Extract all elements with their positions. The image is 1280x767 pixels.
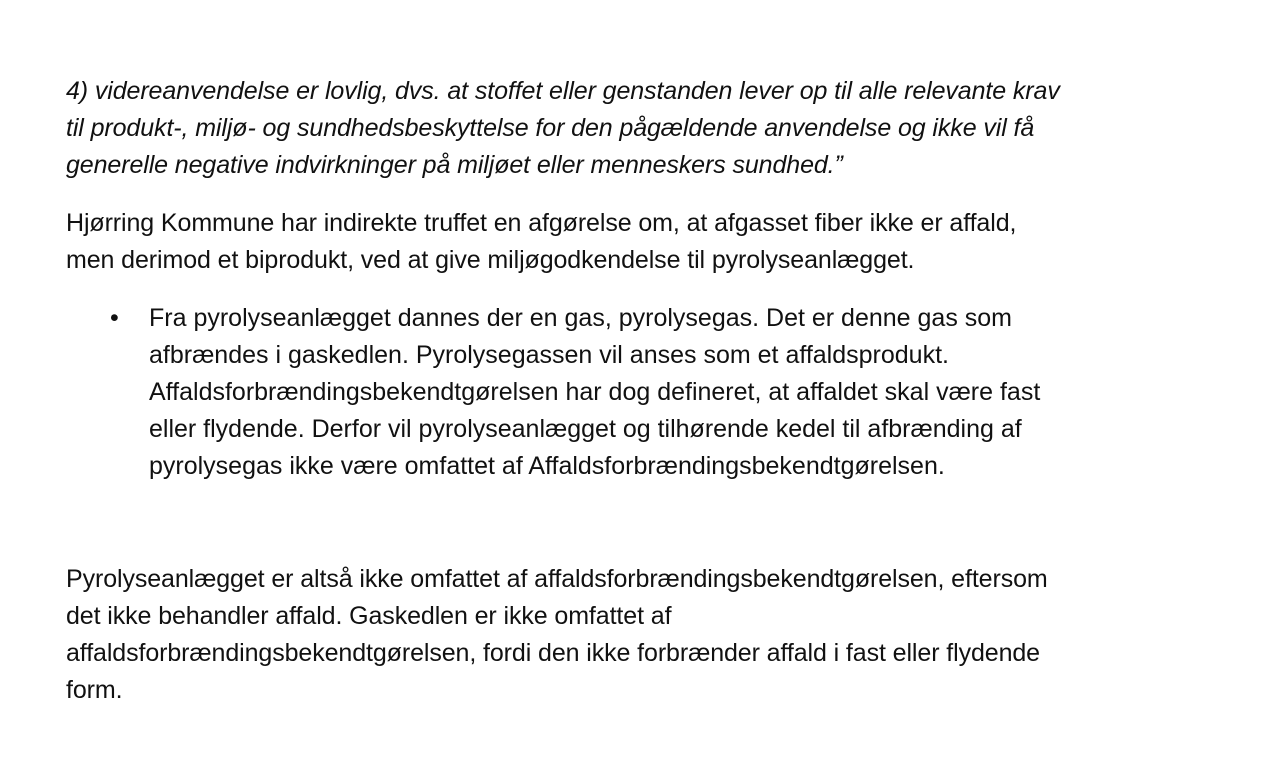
quote-line: 4) videreanvendelse er lovlig, dvs. at stoffet eller genstanden lever op til alle relevante krav: [66, 77, 1060, 105]
paragraph-conclusion: [66, 561, 1206, 709]
paragraph-line: form.: [66, 676, 123, 704]
quote-line: til produkt-, miljø- og sundhedsbeskyttelse for den pågældende anvendelse og ikke vil få: [66, 114, 1035, 142]
paragraph-line: men derimod et biprodukt, ved at give miljøgodkendelse til pyrolyseanlægget.: [66, 246, 915, 274]
quoted-legal-text: [66, 73, 1206, 184]
bullet-line: afbrændes i gaskedlen. Pyrolysegassen vil anses som et affaldsprodukt.: [149, 341, 949, 369]
paragraph-line: Hjørring Kommune har indirekte truffet en afgørelse om, at afgasset fiber ikke er affald,: [66, 209, 1017, 237]
bullet-text: [149, 300, 1040, 485]
bullet-line: eller flydende. Derfor vil pyrolyseanlægget og tilhørende kedel til afbrænding af: [149, 415, 1022, 443]
bullet-line: Fra pyrolyseanlægget dannes der en gas, pyrolysegas. Det er denne gas som: [149, 304, 1012, 332]
quote-line: generelle negative indvirkninger på miljøet eller menneskers sundhed.”: [66, 151, 843, 179]
paragraph-line: det ikke behandler affald. Gaskedlen er ikke omfattet af: [66, 602, 672, 630]
paragraph-line: affaldsforbrændingsbekendtgørelsen, fordi den ikke forbrænder affald i fast eller flydende: [66, 639, 1040, 667]
bullet-marker: •: [110, 304, 119, 332]
paragraph-line: Pyrolyseanlægget er altså ikke omfattet af affaldsforbrændingsbekendtgørelsen, eftersom: [66, 565, 1048, 593]
bullet-line: Affaldsforbrændingsbekendtgørelsen har dog defineret, at affaldet skal være fast: [149, 378, 1041, 406]
bullet-line: pyrolysegas ikke være omfattet af Affaldsforbrændingsbekendtgørelsen.: [149, 452, 945, 480]
paragraph-municipality-decision: [66, 205, 1206, 279]
